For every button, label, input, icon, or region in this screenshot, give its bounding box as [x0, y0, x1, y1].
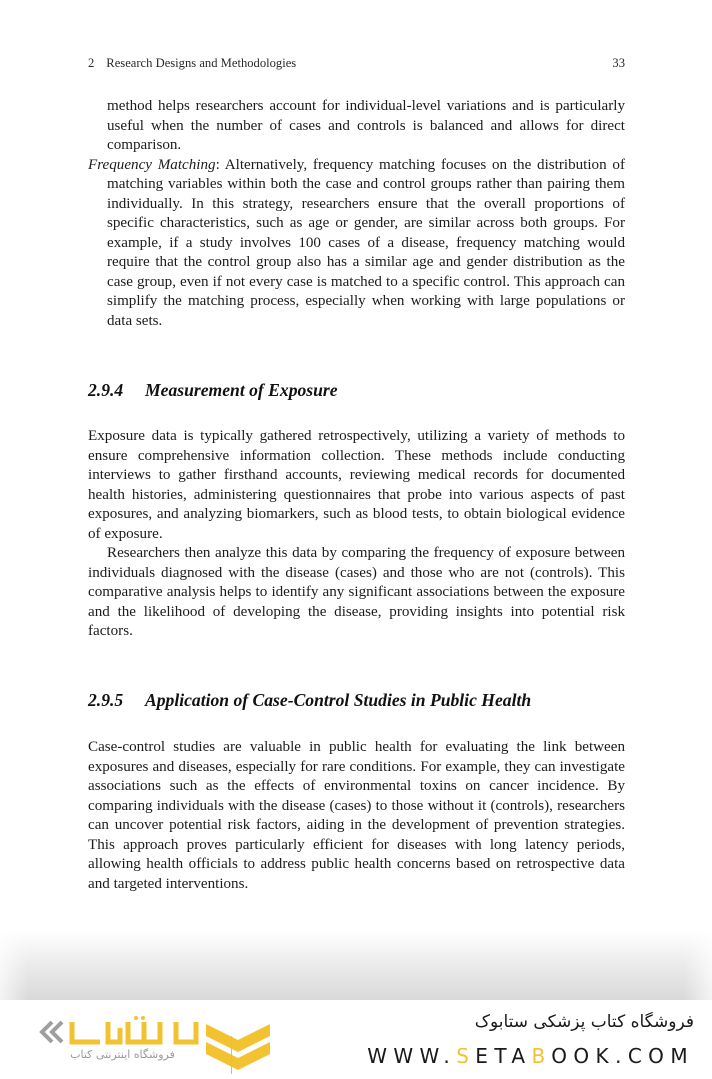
matching-list	[88, 97, 625, 331]
frequency-matching-label: Frequency Matching	[88, 156, 216, 173]
chapter-title: Research Designs and Methodologies	[106, 56, 297, 70]
url-part: ETA	[475, 1044, 532, 1068]
page-edge-shadow	[0, 930, 712, 1000]
paragraph: Case-control studies are valuable in public health for evaluating the link between exposures and diseases, especially for rare conditions. For example, they can investigate associations such as the effects of environmental toxins on cancer incidence. By comparing individuals with the disease (cases) to those without it (controls), researchers can uncover potential risk factors, aiding in the development of prevention strategies. This approach proves particularly efficient for diseases with long latency periods, allowing health officials to address public health concerns based on retrospective data and targeted interventions.	[88, 739, 625, 892]
section-heading-2-9-5	[88, 690, 531, 711]
store-url	[367, 1044, 694, 1068]
section-2-9-4-body	[88, 427, 625, 642]
section-title: Measurement of Exposure	[145, 380, 338, 400]
running-head	[88, 56, 625, 71]
section-number: 2.9.5	[88, 690, 124, 710]
logo-divider	[231, 1036, 232, 1074]
url-part: WWW.	[367, 1044, 457, 1068]
frequency-matching-text: : Alternatively, frequency matching focuses on the distribution of matching variables within both the case and control groups rather than pairing them individually. In this strategy, researchers ensure that the overall proportions of specific characteristics, such as age or gender, are similar across both groups. For example, if a study involves 100 cases of a disease, frequency matching would require that the control group also has a similar age and gender distribution as the case group, even if not every case is matched to a specific control. This approach can simplify the matching process, especially when working with large populations or data sets.	[107, 156, 625, 329]
section-2-9-5-body	[88, 738, 625, 894]
store-name: فروشگاه کتاب پزشکی ستابوک	[474, 1012, 694, 1032]
setabook-logo	[36, 1014, 276, 1070]
url-accent-letter: S	[456, 1044, 476, 1068]
paragraph: Exposure data is typically gathered retrospectively, utilizing a variety of methods to ensure comprehensive information collection. These methods include conducting interviews to gather firsthand accounts, reviewing medical records for documented health histories, administering questionnaires that probe into various aspects of past exposures, and analyzing biomarkers, such as blood tests, to obtain biological evidence of exposure.	[88, 428, 625, 542]
paragraph: Researchers then analyze this data by comparing the frequency of exposure between individuals diagnosed with the disease (cases) and those who are not (controls). This comparative analysis helps to identify any significant associations between the exposure and the likelihood of developing the disease, providing insights into potential risk factors.	[88, 545, 625, 639]
url-part: OOK.COM	[551, 1044, 694, 1068]
url-accent-letter: B	[531, 1044, 552, 1068]
watermark-footer	[0, 1000, 712, 1079]
section-number: 2.9.4	[88, 380, 124, 400]
logo-subtitle: فروشگاه اینترنتی کتاب	[70, 1048, 175, 1061]
logo-mark-icon	[36, 1014, 276, 1070]
chapter-number: 2	[88, 56, 95, 70]
frequency-matching-item	[88, 156, 625, 332]
section-heading-2-9-4	[88, 380, 338, 401]
page-number: 33	[612, 56, 625, 70]
section-title: Application of Case-Control Studies in Public Health	[145, 690, 532, 710]
continuation-paragraph: method helps researchers account for individual-level variations and is particularly useful when the number of cases and controls is balanced and allows for direct comparison.	[107, 98, 625, 153]
chapter-heading	[88, 56, 296, 71]
